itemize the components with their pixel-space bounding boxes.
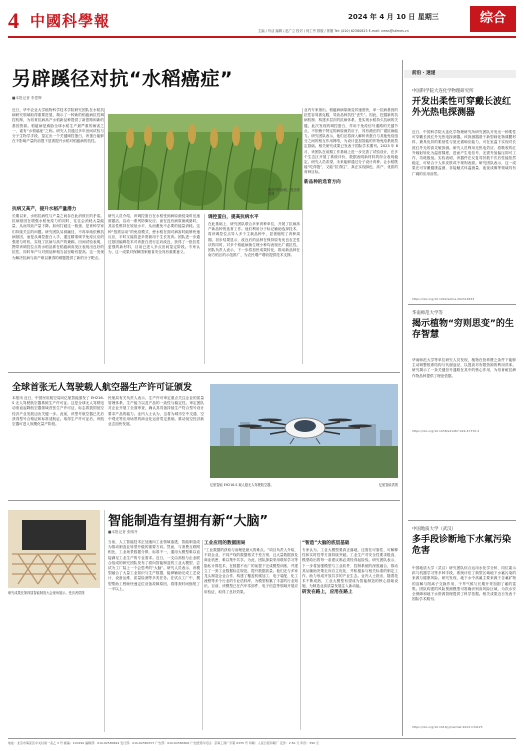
uav-headline: 全球首张无人驾驶载人航空器生产许可证颁发 bbox=[12, 383, 193, 393]
exhibit-photo bbox=[8, 510, 100, 588]
column-rule bbox=[300, 540, 301, 730]
section-divider bbox=[8, 372, 400, 373]
sidebar-kicker: 中国地质大学（武汉） bbox=[412, 527, 456, 532]
sidebar-doi: https://doi.org/10.1016/j.jhazmat.2024.134125 bbox=[412, 725, 483, 729]
brain-body-col1: 当前，人工智能技术正加速向工业领域渗透，智能制造成为推动制造业转型升级的重要方向。然而，与消费互联网相比，工业场景数据分散、标准不一，通用大模型难以直接满足工业生产的专业需求。近日，一支由高校与企业联合组成的研究团队发布了面向智能制造的工业大模型，尝试为工厂装上一个会思考的“大脑”。研究人员表示，该模型融合了大量工业知识与生产数据，能够辅助完成工艺设计、设备运维、质量检测等多类任务。在试点工厂中，模型帮助工程师快速定位设备故障原因，将排查时间缩短了一半以上。 bbox=[108, 540, 200, 591]
lead-subhead-1: 抗病又高产，提升水稻产量潜力 bbox=[12, 207, 77, 212]
lead-body-col1: 近日，华中农业大学植物科学技术学院研究团队在水稻抗病研究领域取得重要进展，揭示了一种新的稻瘟病抗性调控机制，为培育抗病高产水稻新品种提供了新思路和新的基因资源。稻瘟病是威胁全球水稻生产最严重的病害之一，素有“水稻癌症”之称。研究人员通过多年田间试验与分子生物学手段，鉴定出一个关键调控蛋白，该蛋白能够在不影响产量的前提下显著提升水稻对稻瘟病的抗性。 bbox=[12, 108, 104, 144]
uav-body-col2: 民航局有关负责人表示，生产许可审定重点关注企业的质量管理体系、生产能力以及产品的一致性与稳定性。审定团队对企业开展了全面审查，确认其具备持续生产符合型号设计要求产品的能力。业内人士认为，这将为城市空中交通、空中观光等应用场景的商业化运营奠定基础，推动低空经济新业态加快发展。 bbox=[108, 396, 204, 427]
sidebar-headline: 揭示植物“穷则思变”的生存智慧 bbox=[412, 319, 514, 340]
section-divider bbox=[8, 500, 400, 501]
uav-photo-caption bbox=[210, 482, 398, 487]
sidebar-item bbox=[412, 526, 516, 557]
editor-contacts: 主编 / 肖洁 编辑 / 赵广立 校对 / 何工劳 排版 / 郭刚 Tel: (010) 62580615 E-mail: news@stimes.cn bbox=[258, 29, 409, 33]
lead-body-col3: 在此基础上，研究团队联合多家育种单位，开展了抗病高产新品种的选育工作。他们利用分子标记辅助选择技术，将该调控位点导入多个主栽品种中，显著缩短了育种周期。初步结果显示，改良后的品种在保持原有优良农艺性状的同时，对多个稻瘟病菌生理小种均表现出广谱抗性。团队负责人表示，下一步将加快成果转化，推动新品种在南方稻区的示范推广，为农民增产增收提供技术支撑。 bbox=[208, 222, 300, 258]
header-rule bbox=[8, 36, 516, 38]
exhibit-caption: 研究成果在第四届智能制造大会现场展示。受访者供图 bbox=[8, 591, 85, 595]
sidebar-kicker: 华南师范大学等 bbox=[412, 311, 443, 316]
column-rule bbox=[104, 510, 105, 732]
masthead bbox=[8, 6, 516, 40]
lead-headline: 另辟蹊径对抗“水稻癌症” bbox=[12, 68, 233, 90]
column-rule bbox=[204, 214, 205, 364]
uav-photo-credit: 亿航智能供图 bbox=[378, 483, 398, 487]
sidebar-body-1: 近日，中国科学院大连化学物理研究所研究团队开发出一种柔性可穿戴长波红外光热电探测器。该探测器基于新型碲化物薄膜材料，兼具优异的柔韧性与宽光谱响应能力，可在室温下实现对长波红外光的高灵敏探测。研究人员利用光热电效应，将吸收的红外辐射转化为温度梯度，进而产生电信号，无需外加偏压即可工作，功耗极低。实验表明，该器件在反复弯折数千次后性能依然稳定，可贴合于人体皮肤或不规则表面。研究团队表示，这一成果在可穿戴健康监测、非接触式体温测量、夜视成像等领域具有广阔的应用前景。 bbox=[412, 130, 516, 176]
lead-byline: ■本报记者 李思辉 bbox=[12, 96, 42, 100]
brain-body-col2: “工业数据的获取与治理是最大的难点。”项目负责人介绍，不同企业、不同产线的数据格式千差万别，且大量数据涉及商业机密，难以集中共享。为此，团队探索采用联邦学习等隐私计算技术，在数据不出厂的前提下完成模型训练，并建立了一套工业数据标注规范，提升数据质量。他们还与多家龙头制造企业合作，构建了覆盖机械加工、电子装配、化工流程等多个行业的专业语料库，为模型积累了丰富的行业知识。目前，该模型已在汽车零部件、电子信息等领域开展应用验证，取得了良好效果。 bbox=[204, 548, 298, 594]
lead-body-col2: 研究人员介绍，该调控蛋白在水稻受到病原菌侵染时迅速被激活，启动一系列防御反应；而在没有病原菌威胁时，其活性维持在较低水平，从而避免不必要的能量消耗。这种“按需启动”的免疫模式，使水稻在面对病害时能够快速反应，平时又能将更多资源用于生长发育。团队进一步通过基因编辑技术对该蛋白进行定向改良，获得了一批抗性更强的新材料，目前已进入多点田间鉴定阶段。专家认为，这一成果对保障国家粮食安全具有重要意义。 bbox=[108, 214, 200, 255]
sidebar-headline: 开发出柔性可穿戴长波红外光热电探测器 bbox=[412, 97, 512, 118]
brain-subhead-2: “智造”大脑的底层基础 bbox=[302, 541, 350, 546]
sidebar-body-2: 华南师范大学等单位研究人员发现，植物在营养匮乏条件下能够主动调整根系结构与代谢途径，以提高对有限资源的利用效率。研究揭示了一条关键信号通路在其中的核心作用，为培育耐贫瘠作物品种提供了理论依据。 bbox=[412, 358, 516, 378]
uav-caption-text: 亿航智能 EH216-S 载人级无人驾驶航空器。 bbox=[210, 483, 274, 487]
exhibit-image bbox=[8, 510, 100, 588]
sidebar-doi: https://doi.org/10.1038/s41467-024-47370-4 bbox=[412, 429, 480, 433]
brain-byline: ■本报记者 张晴丹 bbox=[108, 530, 138, 534]
sidebar-item bbox=[412, 310, 516, 341]
sidebar-doi: https://doi.org/10.1002/adma.202314653 bbox=[412, 297, 475, 301]
issue-date: 2024 年 4 月 10 日 星期三 bbox=[348, 13, 439, 21]
rice-photo-caption: 稻田中的水稻。受访者供图 bbox=[268, 188, 300, 197]
brain-headline: 智能制造有望拥有新“大脑” bbox=[108, 514, 269, 529]
sidebar-divider bbox=[408, 520, 516, 521]
imprint-footer: 地址：北京市海淀区中关村南一条乙 3 号 邮编：100190 编辑部：010-62580699 发行部：010-62580707 广告部：010-62580600 广告经营许可证：京海工商广字第 0335 号 印刷：人民日报印刷厂 定价：2.50 元 年价：390 元 bbox=[8, 738, 516, 745]
column-rule bbox=[104, 108, 105, 364]
brain-subhead-3: 研发在路上，应用在路上 bbox=[302, 590, 353, 595]
paper-name-logo: 中國科學報 bbox=[30, 12, 111, 30]
sidebar-headline: 多手段诊断地下水氟污染危害 bbox=[412, 535, 512, 556]
sidebar-tag bbox=[404, 70, 516, 78]
column-rule bbox=[202, 540, 203, 730]
sidebar-kicker: 中国科学院大连化学物理研究所 bbox=[412, 89, 474, 94]
sidebar-divider bbox=[408, 304, 516, 305]
lead-subhead-2: 调控蛋白，提高抗病水平 bbox=[208, 215, 259, 220]
sidebar-body-3: 中国地质大学（武汉）研究团队综合运用水化学分析、同位素示踪与机器学习等多种手段，系统评估了典型区域地下水氟污染的来源与健康风险。研究发现，地下水中高氟主要来源于含氟矿物的溶解与阳离子交换作用，干旱气候与长期开采加剧了氟的富集。团队构建的风险预测模型可准确识别高风险区域，为饮水安全保障和地下水资源管理提供了科学依据。相关成果近日发表于国际学术期刊。 bbox=[412, 566, 516, 602]
column-rule bbox=[302, 108, 303, 364]
brain-body-col3: 专家认为，工业大模型要真正落地，还需在可靠性、可解释性和实时性等方面持续突破。工业生产对安全性要求极高，模型给出的每一条建议都必须经得起检验。研究团队表示，下一步将加强模型与工业软件、控制系统的深度融合，推动其从辅助决策走向自主优化，并积极参与相关标准的制定工作，助力形成开放共享的产业生态。业内人士指出，随着技术不断成熟，工业大模型有望成为智能制造的核心基础设施，为制造业高质量发展注入新动能。 bbox=[302, 548, 398, 589]
sidebar-item bbox=[412, 88, 516, 119]
page-number: 4 bbox=[8, 8, 19, 33]
lead-body-col1b: 长期以来，水稻抗病性与产量之间存在此消彼长的矛盾。抗病基因在增强水稻免疫力的同时，往往会消耗大量能量，从而导致产量下降。如何打破这一瓶颈，是育种学家们持续关注的问题。研究团队另辟蹊径，不再单纯依赖抗病基因，而是从调控蛋白入手，通过精准调节免疫反应的强度与时机，实现了抗病与高产的兼顾。田间试验表明，携带该调控位点的水稻品系在稻瘟病高发区表现出良好的抗性，同时单产与对照品种相当甚至略有提高。这一发现为解决抗病与高产难以兼得的难题提供了新的分子靶点。 bbox=[12, 214, 104, 260]
sidebar-tag-label: 前沿 · 速递 bbox=[412, 71, 436, 76]
lead-body-col4: 业内专家指出，稻瘟病病原菌变异速度快，单一抗病基因的抗性容易被克服，导致品种抗性“丧失”。因此，挖掘新的抗病机制、构建多层次的抗病体系，是实现水稻持久抗病的关键。此次发现的调控蛋白，作用于免疫信号通路的关键节点，不依赖于特定的病原菌效应子，具有潜在的广谱抗病能力。研究团队表示，他们还将深入解析该蛋白与其他免疫组分之间的相互作用网络，为设计更加智能的作物免疫系统奠定基础。相关研究成果已发表于国际学术期刊。2023 年 8 月，该团队在前期工作基础上进一步完善了试验设计，在多个生态区开展了系统评价，数据表明新材料的综合表现稳定。研究人员希望，未来能够通过分子设计育种，让水稻既能“吃得饱”，又能“抗得住”，真正实现绿色、高产、优质的育种目标。 bbox=[304, 108, 398, 175]
lead-subhead-3: 新品种的选育方向 bbox=[304, 180, 341, 185]
passenger-drone-image bbox=[210, 384, 398, 478]
uav-body-col1: 本报讯 近日，中国民用航空局向亿航智能颁发了 EH216-S 无人驾驶航空器系统生产许可证。这是全球无人驾驶电动垂直起降航空器领域首张生产许可证，标志着我国低空经济产业发展迈出关键一步。此前，该型号航空器已先后获得型号合格证和标准适航证。取得生产许可证后，该航空器可进入规模化量产阶段。 bbox=[12, 396, 104, 427]
sidebar-rule bbox=[402, 60, 403, 736]
brain-subhead-1: 工业应用的数据困局 bbox=[204, 541, 246, 546]
section-label: 综合 bbox=[470, 6, 516, 32]
uav-photo bbox=[210, 384, 398, 478]
